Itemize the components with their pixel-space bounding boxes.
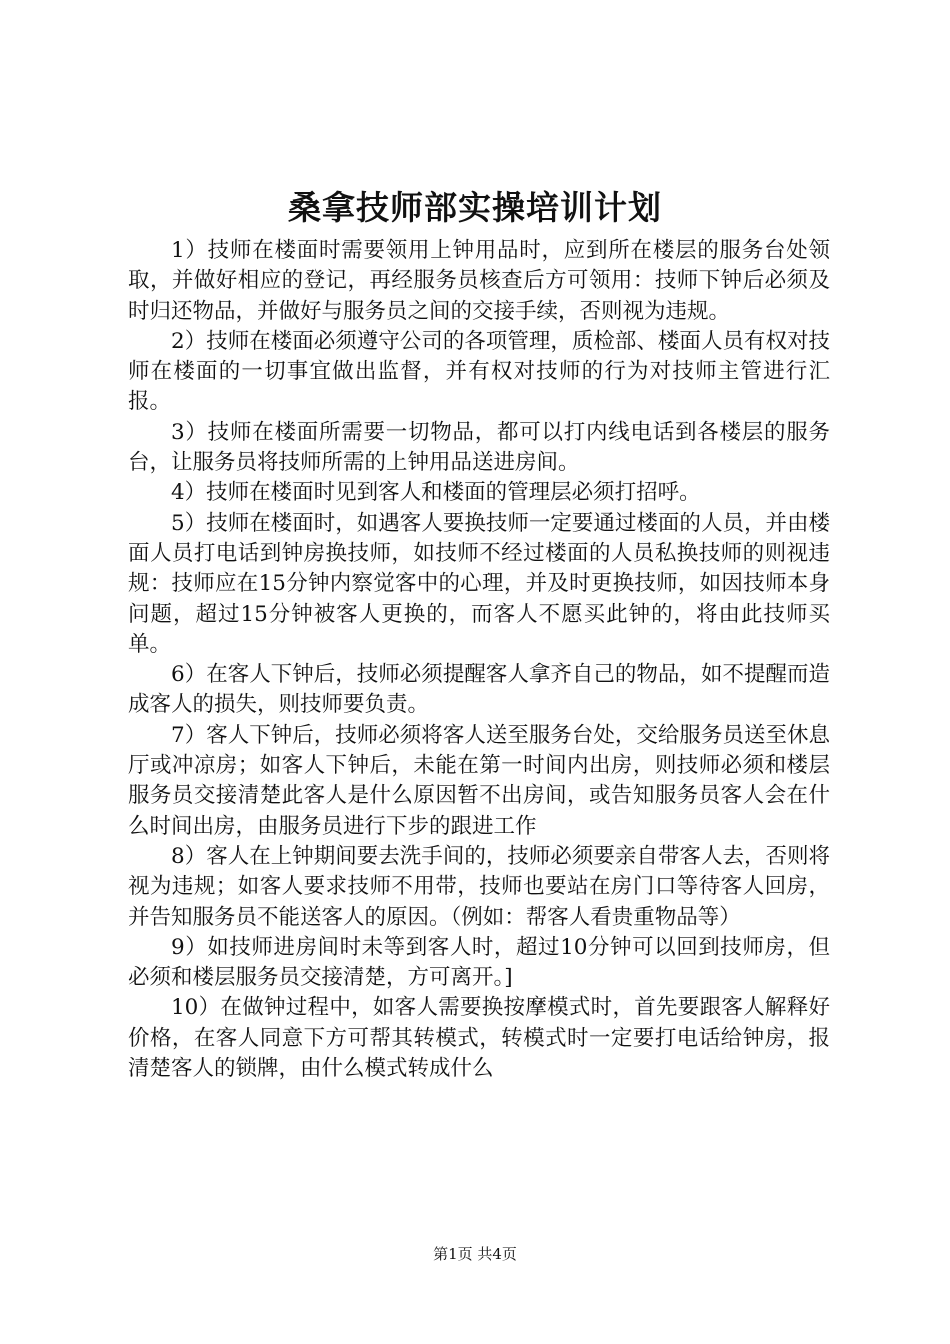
paragraph-7: 7）客人下钟后，技师必须将客人送至服务台处，交给服务员送至休息厅或冲凉房；如客人下钟后，未能在第一时间内出房，则技师必须和楼层服务员交接清楚此客人是什么原因暂不出房间，或告知服务员客人会在什么时间出房，由服务员进行下步的跟进工作 (128, 722, 830, 839)
page-number-footer: 第1页 共4页 (433, 1245, 517, 1263)
document-title: 桑拿技师部实操培训计划 (288, 188, 662, 227)
paragraph-3: 3）技师在楼面所需要一切物品，都可以打内线电话到各楼层的服务台，让服务员将技师所需的上钟用品送进房间。 (128, 419, 830, 476)
paragraph-2: 2）技师在楼面必须遵守公司的各项管理，质检部、楼面人员有权对技师在楼面的一切事宜做出监督，并有权对技师的行为对技师主管进行汇报。 (128, 328, 830, 415)
paragraph-9: 9）如技师进房间时未等到客人时，超过10分钟可以回到技师房，但必须和楼层服务员交接清楚，方可离开。] (128, 934, 830, 991)
paragraph-10: 10）在做钟过程中，如客人需要换按摩模式时，首先要跟客人解释好价格，在客人同意下方可帮其转模式，转模式时一定要打电话给钟房，报清楚客人的锁牌，由什么模式转成什么 (128, 995, 830, 1082)
paragraph-8: 8）客人在上钟期间要去洗手间的，技师必须要亲自带客人去，否则将视为违规；如客人要求技师不用带，技师也要站在房门口等待客人回房，并告知服务员不能送客人的原因。（例如：帮客人看贵重物品等） (128, 843, 830, 930)
paragraph-4: 4）技师在楼面时见到客人和楼面的管理层必须打招呼。 (171, 480, 701, 506)
document-body (128, 236, 830, 1084)
paragraph-5: 5）技师在楼面时，如遇客人要换技师一定要通过楼面的人员，并由楼面人员打电话到钟房换技师，如技师不经过楼面的人员私换技师的则视违规：技师应在15分钟内察觉客中的心理，并及时更换技师，如因技师本身问题，超过15分钟被客人更换的，而客人不愿买此钟的，将由此技师买单。 (128, 510, 830, 657)
paragraph-1: 1）技师在楼面时需要领用上钟用品时，应到所在楼层的服务台处领取，并做好相应的登记，再经服务员核查后方可领用：技师下钟后必须及时归还物品，并做好与服务员之间的交接手续，否则视为违规。 (128, 238, 830, 324)
paragraph-6: 6）在客人下钟后，技师必须提醒客人拿齐自己的物品，如不提醒而造成客人的损失，则技师要负责。 (128, 662, 830, 718)
